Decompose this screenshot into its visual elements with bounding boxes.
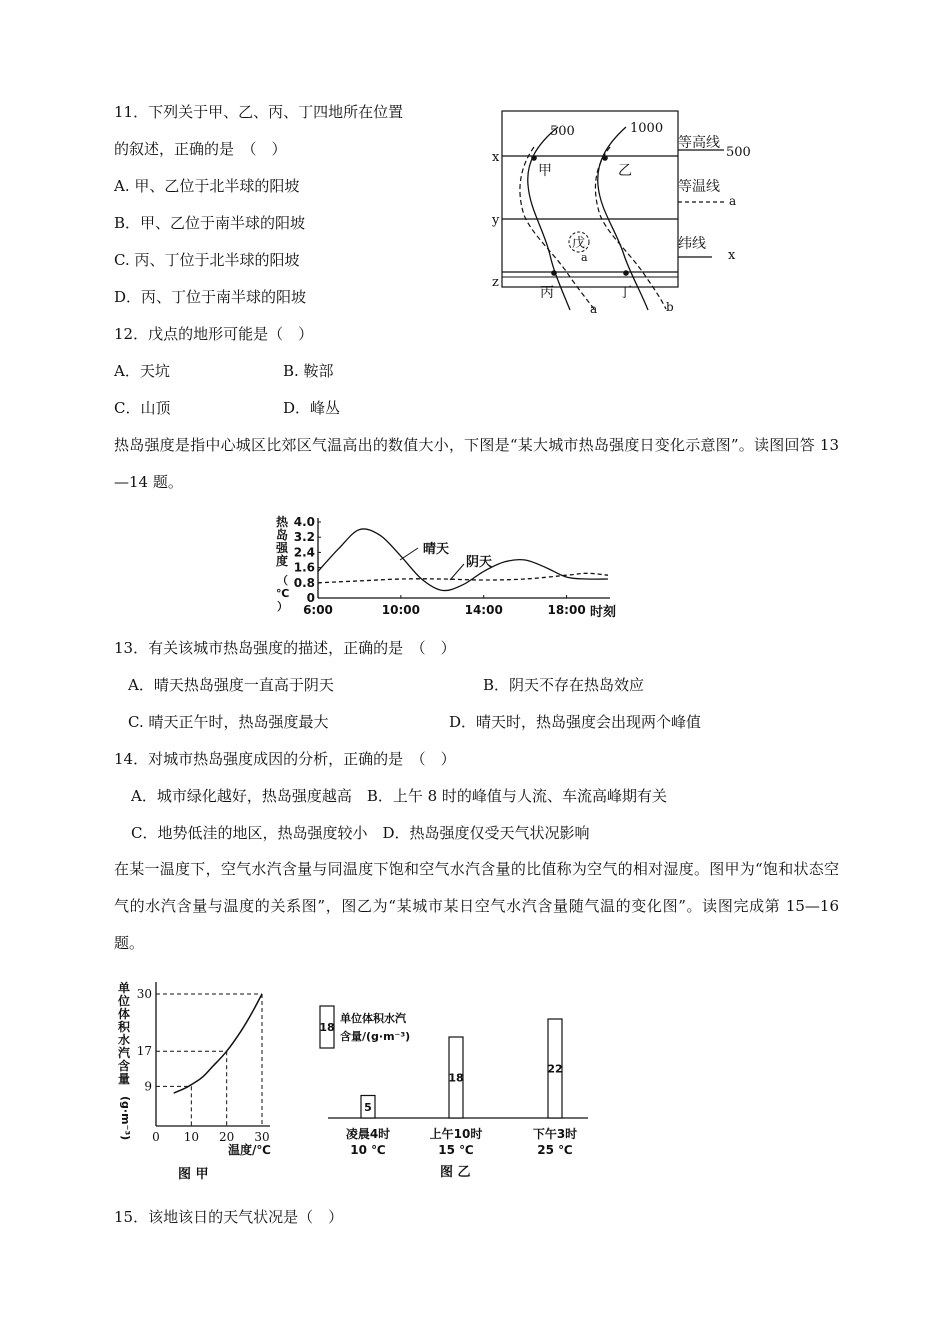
heat-y-tick-label: 2.4 [293, 545, 315, 560]
q12-option-c: C．山顶 [114, 399, 171, 417]
lat-y-label: y [492, 213, 500, 228]
yi-legend-line2: 含量/(g·m⁻³) [340, 1030, 411, 1043]
label-yi: 乙 [618, 163, 632, 179]
heat-y-tick-label: 0 [306, 591, 315, 605]
heat-ylabel-4: 度 [276, 554, 289, 568]
label-wu-a: a [581, 251, 588, 264]
heat-island-chart [268, 508, 638, 626]
q13-option-c: C. 晴天正午时，热岛强度最大 [128, 713, 329, 731]
intro-13-14: 热岛强度是指中心城区比郊区气温高出的数值大小，下图是“某大城市热岛强度日变化示意图”。读图回答 13—14 题。 [114, 436, 839, 491]
jia-ylabel-char: 积 [118, 1020, 131, 1034]
q12-stem: 12．戊点的地形可能是（ ） [114, 325, 314, 343]
cloudy-series-line [318, 573, 608, 583]
yi-category-label: 凌晨4时 [345, 1127, 391, 1141]
yi-bar-value: 22 [547, 1062, 563, 1076]
label-wu: 戊 [572, 236, 586, 251]
jia-y-tick-label: 30 [136, 987, 152, 1001]
intro-15-16: 在某一温度下，空气水汽含量与同温度下饱和空气水汽含量的比值称为空气的相对湿度。图甲为“饱和状态空气的水汽含量与温度的关系图”，图乙为“某城市某日空气水汽含量随气温的变化图”。读图完成第 15—16 题。 [114, 860, 839, 952]
jia-caption: 图 甲 [178, 1167, 209, 1182]
jia-ylabel-char: 体 [118, 1007, 131, 1021]
legend-contour-value: 500 [726, 145, 751, 160]
yi-temperature-label: 25 ℃ [537, 1143, 573, 1157]
jia-saturation-curve [174, 994, 262, 1093]
point-ding [623, 270, 629, 276]
contour-map [486, 105, 766, 320]
legend-contour-label: 等高线 [678, 135, 720, 151]
yi-bar-value: 18 [448, 1071, 464, 1085]
heat-x-tick-label: 18:00 [547, 603, 586, 617]
yi-bar-value: 5 [364, 1100, 372, 1114]
q13-stem: 13．有关该城市热岛强度的描述，正确的是 （ ） [114, 639, 456, 657]
cloudy-pointer [450, 564, 464, 580]
legend-latitude-value: x [728, 248, 736, 263]
q11-option-a: A. 甲、乙位于北半球的阳坡 [114, 177, 300, 195]
jia-ylabel-char: 汽 [118, 1046, 131, 1060]
lat-z-label: z [492, 275, 499, 290]
lat-x-label: x [492, 150, 500, 165]
jia-ylabel-char: 水 [118, 1033, 131, 1047]
q11-stem-line1: 11．下列关于甲、乙、丙、丁四地所在位置 [114, 103, 404, 121]
heat-x-tick-label: 10:00 [381, 603, 420, 617]
heat-ylabel-1: 热 [276, 515, 289, 529]
heat-yunit-3: ） [277, 600, 288, 613]
label-line-a: a [590, 302, 598, 316]
heat-ylabel-2: 岛 [276, 528, 289, 542]
figure-jia-chart [112, 978, 287, 1183]
q13-option-b: B．阴天不存在热岛效应 [483, 676, 645, 694]
isotherm-a [520, 147, 594, 309]
yi-category-label: 上午10时 [429, 1127, 483, 1141]
jia-yunit: (g·m⁻³) [119, 1096, 132, 1141]
q11-stem-line2: 的叙述，正确的是 （ ） [114, 140, 287, 158]
yi-legend-value: 18 [319, 1021, 335, 1034]
point-yi [602, 155, 608, 161]
legend-isotherm-label: 等温线 [678, 179, 720, 195]
sunny-pointer [400, 548, 418, 560]
jia-x-tick-label: 0 [152, 1130, 160, 1144]
legend-isotherm-value: a [729, 194, 737, 208]
heat-y-tick-label: 1.6 [293, 560, 315, 575]
jia-y-tick-label: 9 [144, 1079, 152, 1094]
heat-y-tick-label: 4.0 [293, 515, 315, 529]
label-ding: 丁 [618, 285, 632, 301]
jia-ylabel-char: 量 [118, 1072, 131, 1086]
heat-yunit-1: （ [277, 574, 288, 587]
q13-option-a: A．晴天热岛强度一直高于阴天 [128, 676, 334, 694]
jia-x-tick-label: 10 [183, 1130, 199, 1144]
heat-xlabel: 时刻 [590, 605, 617, 620]
cloudy-label: 阴天 [466, 555, 493, 570]
jia-x-tick-label: 30 [254, 1130, 270, 1144]
heat-x-tick-label: 14:00 [464, 603, 503, 617]
q14-stem: 14．对城市热岛强度成因的分析，正确的是 （ ） [114, 750, 456, 768]
jia-ylabel-char: 含 [118, 1059, 131, 1073]
map-frame [502, 111, 678, 287]
point-bing [551, 270, 557, 276]
yi-category-label: 下午3时 [532, 1127, 578, 1141]
q14-options-cd: C．地势低洼的地区，热岛强度较小 D．热岛强度仅受天气状况影响 [131, 824, 590, 842]
point-jia [531, 155, 537, 161]
label-bing: 丙 [540, 285, 554, 301]
label-line-b: b [666, 300, 674, 314]
q11-option-c: C. 丙、丁位于北半球的阳坡 [114, 251, 300, 269]
q12-option-a: A．天坑 [114, 362, 170, 380]
q12-option-d: D．峰丛 [283, 399, 341, 417]
contour-500-label: 500 [550, 124, 575, 139]
yi-caption: 图 乙 [440, 1165, 471, 1180]
heat-ylabel-3: 强 [276, 541, 289, 555]
heat-y-tick-label: 0.8 [293, 575, 315, 590]
jia-xlabel: 温度/℃ [228, 1143, 271, 1157]
sunny-label: 晴天 [423, 542, 450, 557]
contour-1000-label: 1000 [630, 121, 664, 136]
yi-temperature-label: 10 ℃ [350, 1143, 386, 1157]
q14-options-ab: A．城市绿化越好，热岛强度越高 B．上午 8 时的峰值与人流、车流高峰期有关 [131, 787, 667, 805]
jia-ylabel-char: 位 [118, 994, 131, 1008]
heat-y-tick-label: 3.2 [293, 530, 315, 545]
q13-option-d: D．晴天时，热岛强度会出现两个峰值 [449, 713, 702, 731]
jia-y-tick-label: 17 [136, 1044, 152, 1059]
q11-option-b: B．甲、乙位于南半球的阳坡 [114, 214, 306, 232]
jia-ylabel-char: 单 [118, 981, 131, 995]
label-jia: 甲 [538, 163, 552, 179]
heat-yunit-2: ℃ [276, 587, 290, 600]
jia-x-tick-label: 20 [219, 1130, 235, 1144]
q11-option-d: D．丙、丁位于南半球的阳坡 [114, 288, 307, 306]
yi-temperature-label: 15 ℃ [438, 1143, 474, 1157]
q15-stem: 15．该地该日的天气状况是（ ） [114, 1208, 344, 1226]
yi-legend-line1: 单位体积水汽 [340, 1012, 406, 1025]
legend-latitude-label: 纬线 [678, 236, 706, 252]
figure-yi-chart [312, 1004, 597, 1184]
heat-x-tick-label: 6:00 [303, 603, 333, 617]
q12-option-b: B. 鞍部 [283, 362, 334, 380]
